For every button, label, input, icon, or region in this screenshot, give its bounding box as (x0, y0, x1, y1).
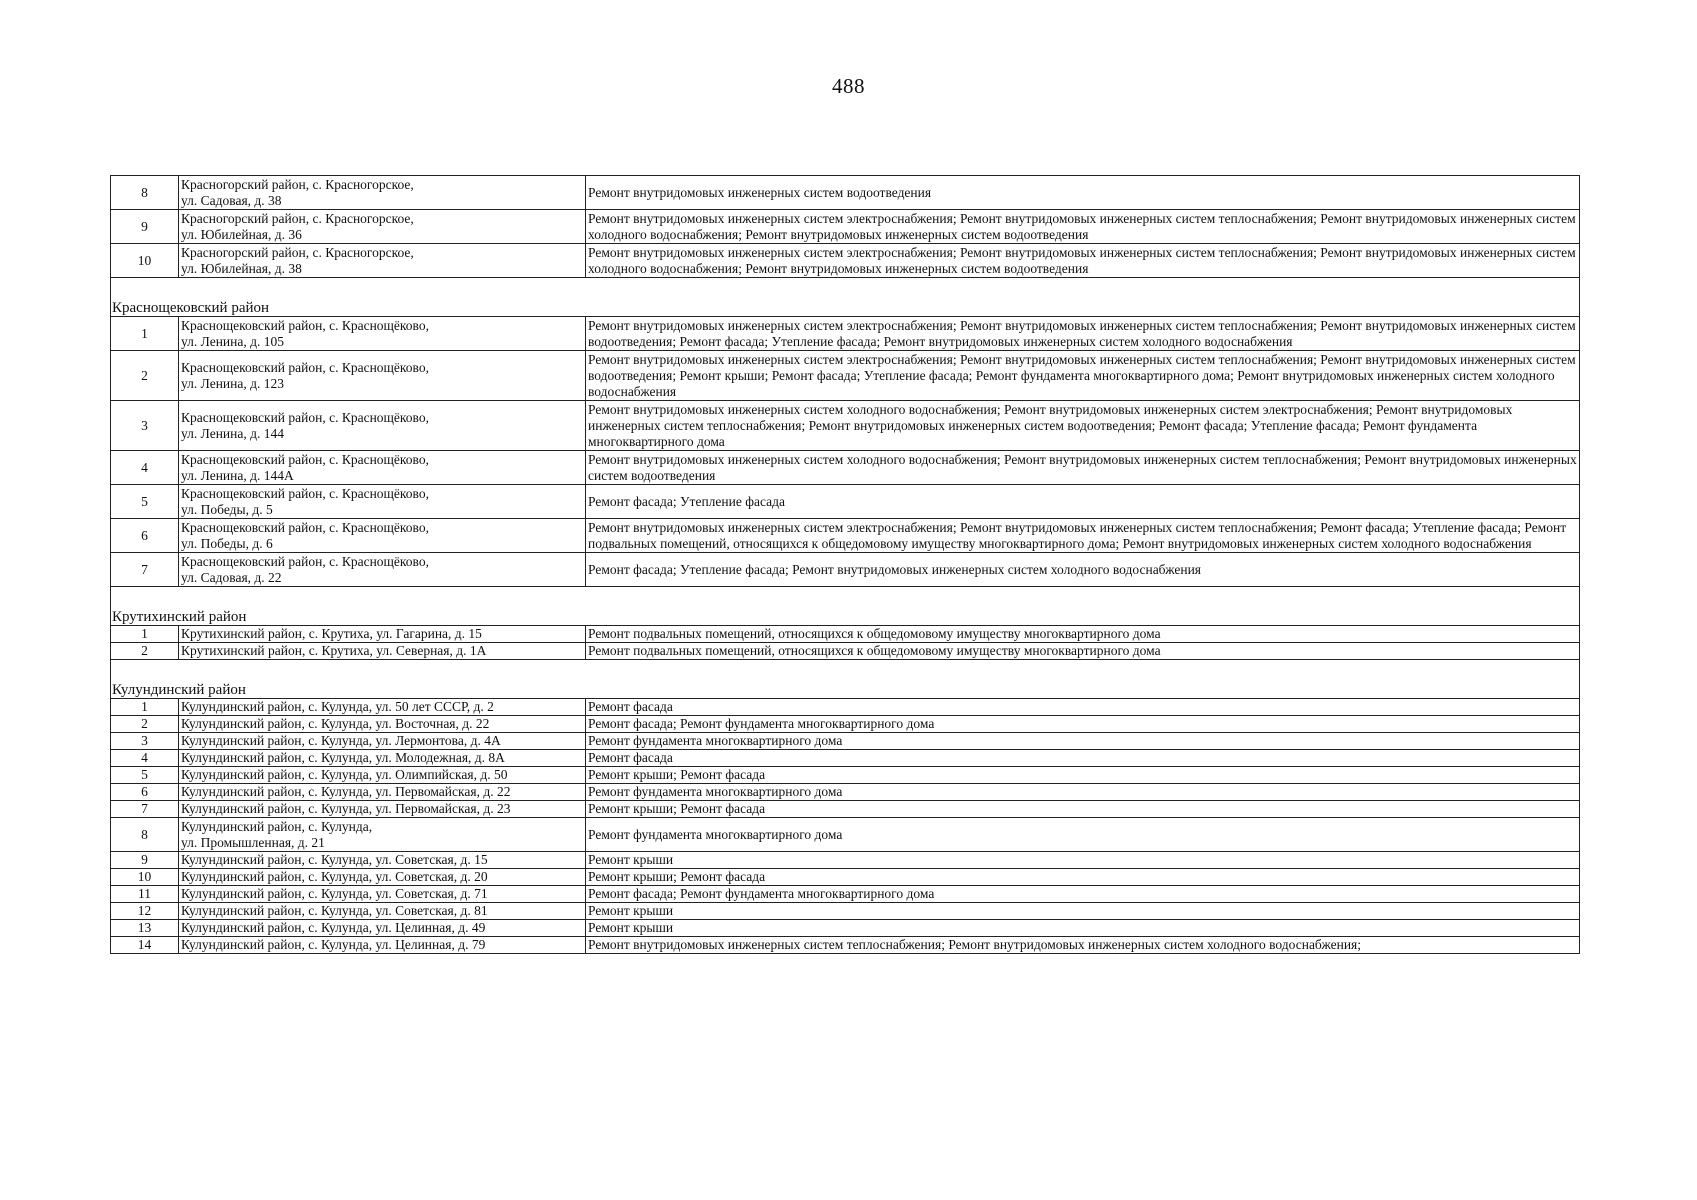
address-cell-text: Кулундинский район, с. Кулунда, ул. Советская, д. 20 (181, 869, 488, 884)
works-cell-text: Ремонт внутридомовых инженерных систем электроснабжения; Ремонт внутридомовых инженерных систем теплоснабжения; Ремонт внутридомовых инженерных систем водоотведения; Ремонт крыши; Ремонт фасада; Утепление фасада; Ремонт фундамента многоквартирного дома; Ремонт внутридомовых инженерных систем холодного водоснабжения (588, 351, 1576, 399)
address-cell (179, 210, 586, 244)
registry-body (111, 176, 1580, 954)
works-cell (586, 626, 1580, 643)
row-number-cell (111, 767, 179, 784)
section-spacer (111, 660, 1580, 681)
row-number-cell-text: 9 (141, 852, 148, 867)
table-row (111, 801, 1580, 818)
works-cell-text: Ремонт крыши; Ремонт фасада (588, 869, 766, 884)
row-number-cell (111, 244, 179, 278)
table-row (111, 401, 1580, 451)
address-cell (179, 401, 586, 451)
address-cell-text: Краснощековский район, с. Краснощёково, ул. Ленина, д. 144А (181, 451, 429, 483)
table-row (111, 750, 1580, 767)
table-row (111, 485, 1580, 519)
district-header-row (111, 298, 1580, 317)
works-cell (586, 852, 1580, 869)
works-cell (586, 485, 1580, 519)
row-number-cell (111, 401, 179, 451)
row-number-cell-text: 12 (137, 903, 152, 918)
address-cell (179, 699, 586, 716)
page-number: 488 (832, 74, 865, 98)
address-cell (179, 750, 586, 767)
address-cell-text: Кулундинский район, с. Кулунда, ул. Советская, д. 81 (181, 903, 488, 918)
address-cell (179, 801, 586, 818)
works-cell-text: Ремонт крыши (588, 903, 674, 918)
works-cell (586, 553, 1580, 587)
address-cell (179, 852, 586, 869)
row-number-cell-text: 10 (137, 869, 152, 884)
address-cell-text: Кулундинский район, с. Кулунда, ул. Молодежная, д. 8А (181, 750, 505, 765)
table-row (111, 937, 1580, 954)
section-spacer (111, 587, 1580, 608)
row-number-cell-text: 11 (138, 886, 151, 901)
works-cell-text: Ремонт фасада; Утепление фасада (588, 493, 785, 509)
table-row (111, 351, 1580, 401)
works-cell (586, 733, 1580, 750)
address-cell-text: Краснощековский район, с. Краснощёково, ул. Ленина, д. 105 (181, 317, 429, 349)
works-cell-text: Ремонт подвальных помещений, относящихся к общедомовому имуществу многоквартирного дома (588, 626, 1161, 641)
address-cell (179, 244, 586, 278)
row-number-cell (111, 519, 179, 553)
address-cell-text: Кулундинский район, с. Кулунда, ул. 50 лет СССР, д. 2 (181, 699, 494, 714)
row-number-cell (111, 643, 179, 660)
row-number-cell-text: 4 (141, 750, 148, 765)
section-spacer-cell (111, 660, 1580, 681)
works-cell (586, 317, 1580, 351)
address-cell-text: Кулундинский район, с. Кулунда, ул. Восточная, д. 22 (181, 716, 490, 731)
address-cell-text: Кулундинский район, с. Кулунда, ул. Первомайская, д. 23 (181, 801, 511, 816)
works-cell (586, 176, 1580, 210)
address-cell-text: Краснощековский район, с. Краснощёково, ул. Победы, д. 6 (181, 519, 429, 551)
works-cell-text: Ремонт внутридомовых инженерных систем теплоснабжения; Ремонт внутридомовых инженерных систем холодного водоснабжения; (588, 937, 1362, 952)
district-header-row (111, 607, 1580, 626)
table-row (111, 869, 1580, 886)
works-cell (586, 519, 1580, 553)
address-cell (179, 903, 586, 920)
row-number-cell-text: 3 (141, 733, 148, 748)
works-cell-text: Ремонт внутридомовых инженерных систем электроснабжения; Ремонт внутридомовых инженерных систем теплоснабжения; Ремонт внутридомовых инженерных систем холодного водоснабжения; Ремонт внутридомовых инженерных систем водоотведения (588, 210, 1576, 242)
row-number-cell (111, 750, 179, 767)
table-row (111, 317, 1580, 351)
row-number-cell-text: 6 (141, 784, 148, 799)
row-number-cell (111, 920, 179, 937)
address-cell (179, 451, 586, 485)
row-number-cell (111, 801, 179, 818)
row-number-cell-text: 8 (141, 826, 148, 842)
works-cell-text: Ремонт крыши; Ремонт фасада (588, 767, 766, 782)
row-number-cell-text: 7 (141, 561, 148, 577)
works-cell-text: Ремонт внутридомовых инженерных систем электроснабжения; Ремонт внутридомовых инженерных систем теплоснабжения; Ремонт фасада; Утепление фасада; Ремонт подвальных помещений, относящихся к общедомовому имуществу многоквартирного дома; Ремонт внутридомовых инженерных систем холодного водоснабжения (588, 519, 1567, 551)
works-cell-text: Ремонт подвальных помещений, относящихся к общедомовому имуществу многоквартирного дома (588, 643, 1161, 658)
works-cell-text: Ремонт фасада (588, 699, 673, 714)
works-cell-text: Ремонт фасада (588, 750, 673, 765)
address-cell-text: Кулундинский район, с. Кулунда, ул. Советская, д. 71 (181, 886, 488, 901)
works-cell-text: Ремонт фундамента многоквартирного дома (588, 826, 843, 842)
works-cell (586, 767, 1580, 784)
table-row (111, 784, 1580, 801)
works-cell-text: Ремонт фундамента многоквартирного дома (588, 733, 843, 748)
works-cell-text: Ремонт крыши; Ремонт фасада (588, 801, 766, 816)
district-heading: Крутихинский район (111, 607, 1580, 626)
works-cell (586, 801, 1580, 818)
works-cell-text: Ремонт фундамента многоквартирного дома (588, 784, 843, 799)
works-cell (586, 210, 1580, 244)
works-cell-text: Ремонт фасада; Ремонт фундамента многоквартирного дома (588, 886, 935, 901)
address-cell-text: Крутихинский район, с. Крутиха, ул. Гагарина, д. 15 (181, 626, 482, 641)
works-cell-text: Ремонт внутридомовых инженерных систем электроснабжения; Ремонт внутридомовых инженерных систем теплоснабжения; Ремонт внутридомовых инженерных систем холодного водоснабжения; Ремонт внутридомовых инженерных систем водоотведения (588, 244, 1576, 276)
row-number-cell-text: 2 (141, 643, 148, 658)
table-row (111, 716, 1580, 733)
works-cell (586, 903, 1580, 920)
row-number-cell-text: 1 (141, 699, 148, 714)
address-cell-text: Красногорский район, с. Красногорское, ул. Юбилейная, д. 38 (181, 244, 414, 276)
works-cell (586, 937, 1580, 954)
address-cell-text: Кулундинский район, с. Кулунда, ул. Советская, д. 15 (181, 852, 488, 867)
address-cell (179, 485, 586, 519)
row-number-cell (111, 626, 179, 643)
row-number-cell (111, 869, 179, 886)
table-row (111, 733, 1580, 750)
row-number-cell-text: 10 (137, 252, 152, 268)
address-cell-text: Кулундинский район, с. Кулунда, ул. Целинная, д. 49 (181, 920, 486, 935)
row-number-cell-text: 13 (137, 920, 152, 935)
row-number-cell (111, 317, 179, 351)
works-cell-text: Ремонт крыши (588, 852, 674, 867)
row-number-cell (111, 451, 179, 485)
district-heading: Краснощековский район (111, 298, 1580, 317)
works-cell-text: Ремонт внутридомовых инженерных систем электроснабжения; Ремонт внутридомовых инженерных систем теплоснабжения; Ремонт внутридомовых инженерных систем водоотведения; Ремонт фасада; Утепление фасада; Ремонт внутридомовых инженерных систем холодного водоснабжения (588, 317, 1576, 349)
works-cell-text: Ремонт крыши (588, 920, 674, 935)
works-cell (586, 351, 1580, 401)
row-number-cell-text: 7 (141, 801, 148, 816)
row-number-cell-text: 1 (141, 325, 148, 341)
address-cell (179, 317, 586, 351)
works-cell (586, 451, 1580, 485)
works-cell (586, 716, 1580, 733)
address-cell (179, 818, 586, 852)
table-row (111, 244, 1580, 278)
row-number-cell (111, 699, 179, 716)
row-number-cell (111, 818, 179, 852)
address-cell (179, 176, 586, 210)
row-number-cell-text: 2 (141, 716, 148, 731)
row-number-cell (111, 937, 179, 954)
address-cell (179, 643, 586, 660)
row-number-cell (111, 176, 179, 210)
table-row (111, 176, 1580, 210)
row-number-cell-text: 3 (141, 417, 148, 433)
address-cell (179, 553, 586, 587)
district-heading: Кулундинский район (111, 680, 1580, 699)
works-cell-text: Ремонт фасада; Ремонт фундамента многоквартирного дома (588, 716, 935, 731)
works-cell (586, 920, 1580, 937)
row-number-cell (111, 886, 179, 903)
section-spacer (111, 278, 1580, 299)
row-number-cell (111, 485, 179, 519)
address-cell-text: Кулундинский район, с. Кулунда, ул. Первомайская, д. 22 (181, 784, 511, 799)
address-cell-text: Кулундинский район, с. Кулунда, ул. Лермонтова, д. 4А (181, 733, 501, 748)
table-row (111, 886, 1580, 903)
section-spacer-cell (111, 278, 1580, 299)
table-row (111, 643, 1580, 660)
row-number-cell-text: 5 (141, 767, 148, 782)
table-row (111, 699, 1580, 716)
repair-registry-table (110, 175, 1580, 954)
address-cell-text: Кулундинский район, с. Кулунда, ул. Промышленная, д. 21 (181, 818, 373, 850)
address-cell (179, 716, 586, 733)
address-cell (179, 869, 586, 886)
works-cell (586, 244, 1580, 278)
table-row (111, 818, 1580, 852)
works-cell (586, 699, 1580, 716)
section-spacer-cell (111, 587, 1580, 608)
row-number-cell-text: 9 (141, 218, 148, 234)
table-row (111, 920, 1580, 937)
works-cell-text: Ремонт внутридомовых инженерных систем холодного водоснабжения; Ремонт внутридомовых инженерных систем электроснабжения; Ремонт внутридомовых инженерных систем теплоснабжения; Ремонт внутридомовых инженерных систем водоотведения; Ремонт фасада; Утепление фасада; Ремонт фундамента многоквартирного дома (588, 401, 1513, 449)
row-number-cell (111, 716, 179, 733)
row-number-cell-text: 5 (141, 493, 148, 509)
address-cell-text: Краснощековский район, с. Краснощёково, ул. Ленина, д. 123 (181, 359, 429, 391)
row-number-cell-text: 8 (141, 184, 148, 200)
address-cell-text: Краснощековский район, с. Краснощёково, ул. Ленина, д. 144 (181, 409, 429, 441)
row-number-cell-text: 4 (141, 459, 148, 475)
address-cell-text: Красногорский район, с. Красногорское, ул. Садовая, д. 38 (181, 176, 414, 208)
row-number-cell (111, 903, 179, 920)
address-cell (179, 626, 586, 643)
works-cell (586, 784, 1580, 801)
table-row (111, 451, 1580, 485)
table-row (111, 519, 1580, 553)
address-cell (179, 351, 586, 401)
address-cell (179, 920, 586, 937)
address-cell (179, 733, 586, 750)
address-cell-text: Красногорский район, с. Красногорское, ул. Юбилейная, д. 36 (181, 210, 414, 242)
works-cell (586, 886, 1580, 903)
table-row (111, 852, 1580, 869)
row-number-cell-text: 14 (137, 937, 152, 952)
works-cell (586, 818, 1580, 852)
address-cell (179, 937, 586, 954)
address-cell-text: Кулундинский район, с. Кулунда, ул. Целинная, д. 79 (181, 937, 486, 952)
works-cell-text: Ремонт внутридомовых инженерных систем холодного водоснабжения; Ремонт внутридомовых инженерных систем теплоснабжения; Ремонт внутридомовых инженерных систем водоотведения (588, 451, 1577, 483)
address-cell (179, 886, 586, 903)
row-number-cell (111, 733, 179, 750)
table-row (111, 903, 1580, 920)
row-number-cell (111, 351, 179, 401)
row-number-cell (111, 852, 179, 869)
address-cell (179, 767, 586, 784)
table-row (111, 626, 1580, 643)
address-cell-text: Краснощековский район, с. Краснощёково, ул. Победы, д. 5 (181, 485, 429, 517)
address-cell-text: Крутихинский район, с. Крутиха, ул. Северная, д. 1А (181, 643, 487, 658)
table-row (111, 210, 1580, 244)
works-cell (586, 750, 1580, 767)
row-number-cell-text: 2 (141, 367, 148, 383)
works-cell-text: Ремонт фасада; Утепление фасада; Ремонт внутридомовых инженерных систем холодного водоснабжения (588, 561, 1202, 577)
address-cell (179, 519, 586, 553)
row-number-cell (111, 553, 179, 587)
works-cell (586, 869, 1580, 886)
row-number-cell-text: 1 (141, 626, 148, 641)
address-cell-text: Краснощековский район, с. Краснощёково, ул. Садовая, д. 22 (181, 553, 429, 585)
works-cell (586, 401, 1580, 451)
works-cell-text: Ремонт внутридомовых инженерных систем водоотведения (588, 184, 932, 200)
table-row (111, 767, 1580, 784)
row-number-cell (111, 784, 179, 801)
works-cell (586, 643, 1580, 660)
table-row (111, 553, 1580, 587)
row-number-cell (111, 210, 179, 244)
address-cell (179, 784, 586, 801)
row-number-cell-text: 6 (141, 527, 148, 543)
address-cell-text: Кулундинский район, с. Кулунда, ул. Олимпийская, д. 50 (181, 767, 508, 782)
district-header-row (111, 680, 1580, 699)
